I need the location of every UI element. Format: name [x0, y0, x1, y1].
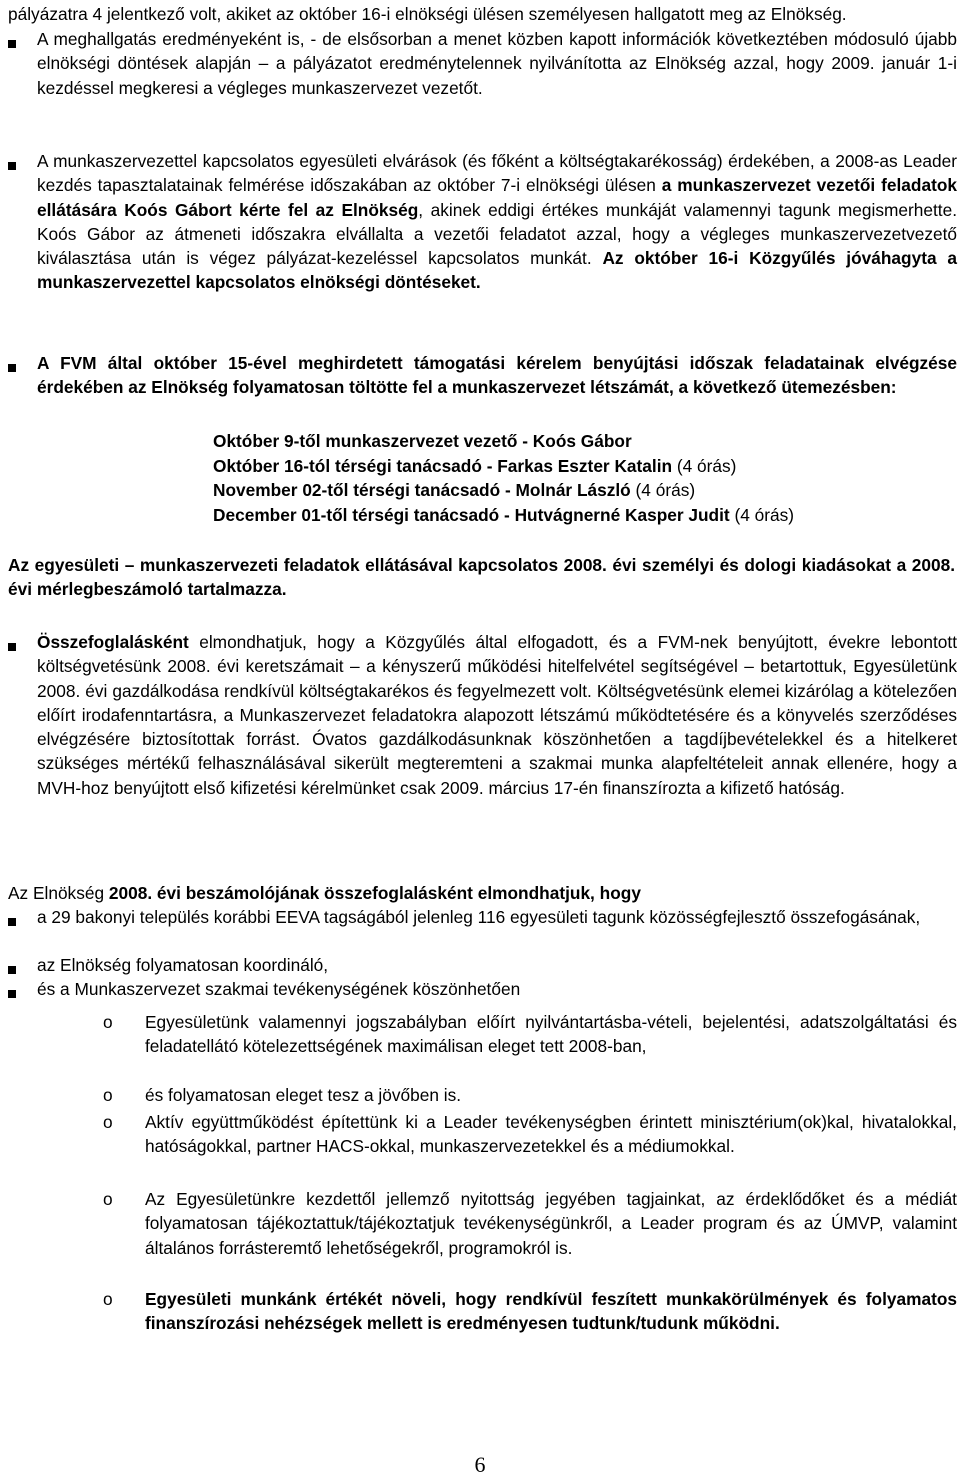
- summary-paragraph: Összefoglalásként elmondhatjuk, hogy a Közgyűlés által elfogadott, és a FVM-nek benyújtott, évekre lebontott költségvetésünk 2008. évi keretszámait – a kényszerű működési hitelfelvétel segítségével – betartottuk, Egyesületünk 2008. évi gazdálkodása rendkívül költségtakarékos és fegyelmezett volt. Költségvetésünk elemei kizárólag a kötelezően előírt irodafenntartásra, a Munkaszervezet feladatokra alapozott létszámú működtetésére és a könyvelés szerződéses elvégzésére biztosítottak forrást. Óvatos gazdálkodásunknak köszönhetően a tagdíjbevételekkel és a hitelkeret szükséges mértékű felhasználásával sikerült megteremteni a szakmai munka alapfeltételeit annak ellenére, hogy a MVH-hoz benyújtott első kifizetési kérelmünket csak 2009. március 17-én finanszírozta a kifizető hatóság.: [37, 632, 957, 798]
- sub-list-item: Az Egyesületünkre kezdettől jellemző nyitottság jegyében tagjainkat, az érdeklődőket és a médiát folyamatosan tájékoztattuk/tájékoztatjuk tevékenységünkről, a Leader program és az ÚMVP, valamint általános forrásteremtő lehetőségekről, programokról is.: [145, 1189, 957, 1258]
- paragraph-continuation: pályázatra 4 jelentkező volt, akiket az október 16-i elnökségi ülésen személyesen hallgatott meg az Elnökség.: [8, 4, 847, 24]
- circle-bullet-icon: o: [103, 1085, 113, 1105]
- square-bullet-icon: [8, 990, 16, 998]
- schedule-row: December 01-től térségi tanácsadó - Hutvágnerné Kasper Judit (4 órás): [213, 504, 795, 525]
- circle-bullet-icon: o: [103, 1289, 113, 1309]
- circle-bullet-icon: o: [103, 1012, 113, 1032]
- staff-schedule: [213, 429, 953, 527]
- sub-list-item: Egyesületi munkánk értékét növeli, hogy rendkívül feszített munkakörülmények és folyamatos finanszírozási nehézségek mellett is eredményesen tudtunk/tudunk működni.: [145, 1289, 957, 1334]
- page-number: 6: [474, 1452, 486, 1477]
- square-bullet-icon: [8, 643, 16, 651]
- schedule-row: November 02-től térségi tanácsadó - Molnár László (4 órás): [213, 480, 696, 501]
- square-bullet-icon: [8, 364, 16, 372]
- square-bullet-icon: [8, 40, 16, 48]
- sub-list-item: Aktív együttműködést építettünk ki a Leader tevékenységben érintett minisztérium(ok)kal, hivatalokkal, hatóságokkal, partner HACS-okkal, munkaszervezetekkel és a médiumokkal.: [145, 1112, 957, 1157]
- bullet-paragraph-3: A FVM által október 15-ével meghirdetett támogatási kérelem benyújtási időszak feladatainak elvégzése érdekében az Elnökség folyamatosan töltötte fel a munkaszervezet létszámát, a következő ütemezésben:: [37, 353, 957, 398]
- square-bullet-icon: [8, 966, 16, 974]
- bullet-paragraph-1: A meghallgatás eredményeként is, - de elsősorban a menet közben kapott információk következtében módosuló újabb elnökségi döntések alapján – a pályázatot eredménytelennek nyilvánította az Elnökség azzal, hogy 2009. január 1-i kezdéssel megkeresi a végleges munkaszervezet vezetőt.: [37, 29, 957, 98]
- bullet-paragraph-2: A munkaszervezettel kapcsolatos egyesületi elvárások (és főként a költségtakarékosság) érdekében, a 2008-as Leader kezdés tapasztalatainak felmérése időszakában az október 7-i elnökségi ülésen a munkaszervezet vezetői feladatok ellátására Koós Gábort kérte fel az Elnökség, akinek eddigi értékes munkáját valamennyi tagunk megismerhette. Koós Gábor az átmeneti időszakra elvállalta a vezetői feladatot azzal, hogy a végleges munkaszervezetvezető kiválasztása után is végez pályázat-kezeléssel kapcsolatos munkát. Az október 16-i Közgyűlés jóváhagyta a munkaszervezettel kapcsolatos elnökségi döntéseket.: [37, 151, 958, 293]
- square-bullet-icon: [8, 162, 16, 170]
- list-item: a 29 bakonyi település korábbi EEVA tagságából jelenleg 116 egyesületi tagunk közösségfejlesztő összefogásának,: [37, 907, 921, 927]
- schedule-row: Október 16-tól térségi tanácsadó - Farkas Eszter Katalin (4 órás): [213, 455, 737, 476]
- list-item: az Elnökség folyamatosan koordináló,: [37, 955, 329, 975]
- square-bullet-icon: [8, 918, 16, 926]
- circle-bullet-icon: o: [103, 1189, 113, 1209]
- list-item: és a Munkaszervezet szakmai tevékenységének köszönhetően: [37, 979, 521, 999]
- expenses-paragraph: Az egyesületi – munkaszervezeti feladatok ellátásával kapcsolatos 2008. évi személyi és dologi kiadásokat a 2008. évi mérlegbeszámoló tartalmazza.: [8, 555, 955, 600]
- sub-list-item: és folyamatosan eleget tesz a jövőben is.: [145, 1085, 462, 1105]
- circle-bullet-icon: o: [103, 1112, 113, 1132]
- schedule-row: Október 9-től munkaszervezet vezető - Koós Gábor: [213, 431, 632, 451]
- sub-list-item: Egyesületünk valamennyi jogszabályban előírt nyilvántartásba-vételi, bejelentési, adatszolgáltatási és feladatellátó kötelezettségének maximálisan eleget tett 2008-ban,: [145, 1012, 957, 1057]
- board-summary-heading: Az Elnökség 2008. évi beszámolójának összefoglalásként elmondhatjuk, hogy: [8, 883, 641, 903]
